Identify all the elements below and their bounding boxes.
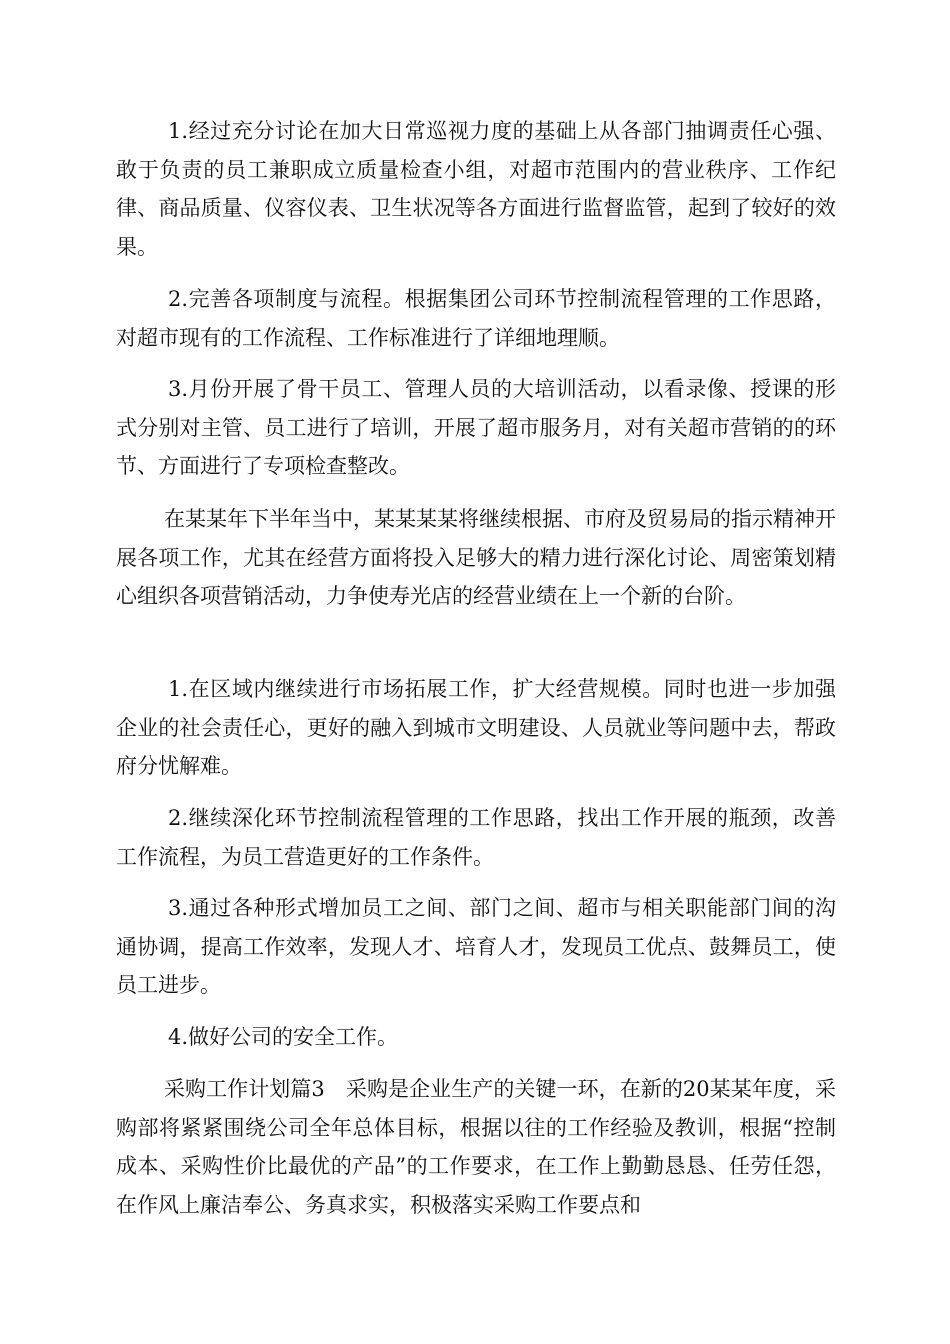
paragraph-staff-training: 3.月份开展了骨干员工、管理人员的大培训活动，以看录像、授课的形式分别对主管、员工进行了培训，开展了超市服务月，对有关超市营销的的环节、方面进行了专项检查整改。: [116, 377, 836, 478]
paragraph-market-expansion: 1.在区域内继续进行市场拓展工作，扩大经营规模。同时也进一步加强企业的社会责任心，更好的融入到城市文明建设、人员就业等问题中去，帮政府分忧解难。: [116, 677, 836, 778]
paragraph-process-control: 2.继续深化环节控制流程管理的工作思路，找出工作开展的瓶颈，改善工作流程，为员工营造更好的工作条件。: [116, 806, 836, 869]
paragraph-improve-procedures: 2.完善各项制度与流程。根据集团公司环节控制流程管理的工作思路，对超市现有的工作流程、工作标准进行了详细地理顺。: [116, 287, 836, 350]
paragraph-safety: 4.做好公司的安全工作。: [168, 1025, 399, 1049]
paragraph-second-half-plan: 在某某年下半年当中，某某某某将继续根据、市府及贸易局的指示精神开展各项工作，尤其在经营方面将投入足够大的精力进行深化讨论、周密策划精心组织各项营销活动，力争使寿光店的经营业绩在上一个新的台阶。: [116, 507, 836, 608]
paragraph-procurement-plan: 采购工作计划篇3 采购是企业生产的关键一环，在新的20某某年度，采购部将紧紧围绕公司全年总体目标，根据以往的工作经验及教训，根据“控制成本、采购性价比最优的产品”的工作要求，在工作上勤勤恳恳、任劳任怨，在作风上廉洁奉公、务真求实，积极落实采购工作要点和: [116, 1077, 836, 1217]
paragraph-quality-inspection: 1.经过充分讨论在加大日常巡视力度的基础上从各部门抽调责任心强、敢于负责的员工兼职成立质量检查小组，对超市范围内的营业秩序、工作纪律、商品质量、仪容仪表、卫生状况等各方面进行监督监管，起到了较好的效果。: [116, 119, 836, 259]
paragraph-communication: 3.通过各种形式增加员工之间、部门之间、超市与相关职能部门间的沟通协调，提高工作效率，发现人才、培育人才，发现员工优点、鼓舞员工，使员工进步。: [116, 896, 836, 997]
